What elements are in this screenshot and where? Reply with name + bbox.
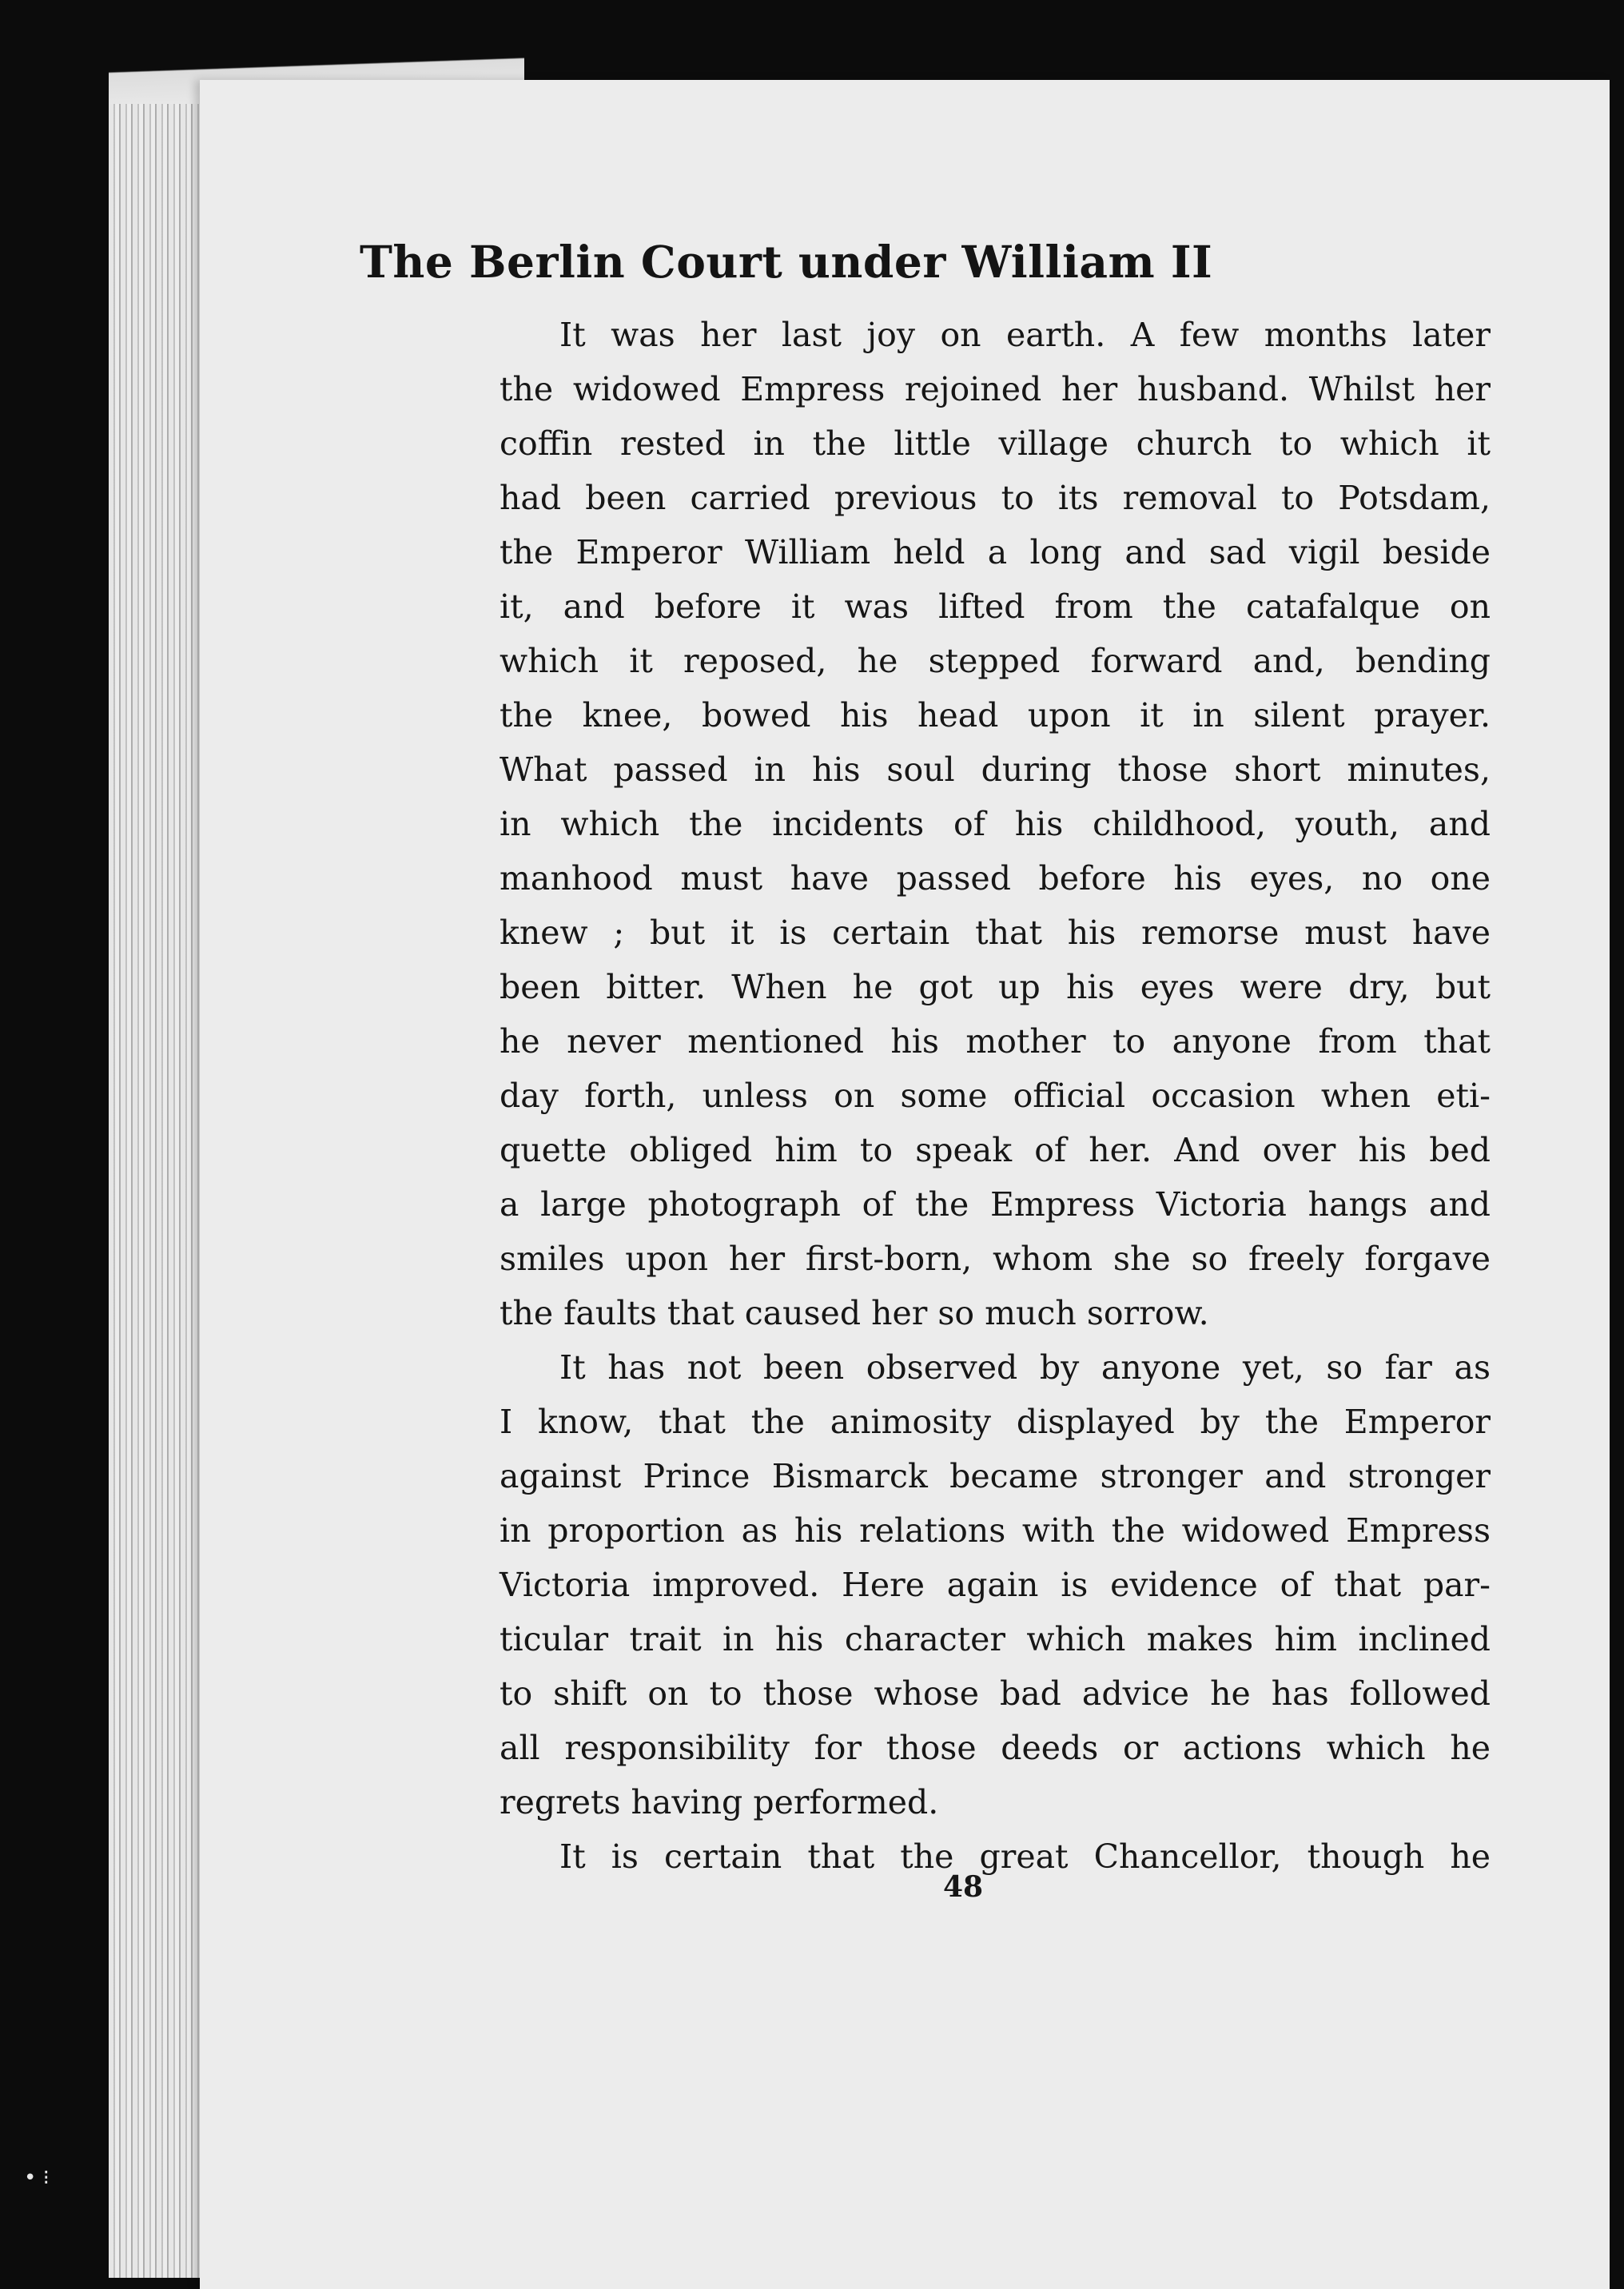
text-line: I know, that the animosity displayed by the Emperor	[500, 1403, 1491, 1441]
page-number: 48	[943, 1870, 984, 1904]
text-line: had been carried previous to its removal to Potsdam,	[500, 479, 1491, 517]
text-line: manhood must have passed before his eyes, no one	[500, 859, 1491, 898]
text-line: It is certain that the great Chancellor, though he	[559, 1837, 1491, 1876]
text-line: quette obliged him to speak of her. And over his bed	[500, 1131, 1491, 1169]
text-line: been bitter. When he got up his eyes were dry, but	[500, 968, 1491, 1006]
text-line: knew ; but it is certain that his remorse must have	[500, 914, 1491, 952]
text-line: the widowed Empress rejoined her husband. Whilst her	[500, 370, 1491, 408]
text-line: day forth, unless on some official occasion when eti-	[500, 1077, 1491, 1115]
text-line: ticular trait in his character which makes him inclined	[500, 1620, 1491, 1658]
text-line: all responsibility for those deeds or actions which he	[500, 1729, 1491, 1767]
text-line: he never mentioned his mother to anyone from that	[500, 1022, 1491, 1061]
text-line: to shift on to those whose bad advice he has followed	[500, 1674, 1491, 1713]
text-line: the knee, bowed his head upon it in silent prayer.	[500, 696, 1491, 734]
scan-border-right	[1610, 0, 1624, 2289]
text-line: the faults that caused her so much sorrow.	[500, 1294, 1209, 1332]
body-text	[500, 308, 1491, 1884]
text-line: It was her last joy on earth. A few months later	[559, 316, 1491, 354]
text-line: regrets having performed.	[500, 1783, 939, 1821]
text-line: It has not been observed by anyone yet, so far as	[559, 1348, 1491, 1387]
text-line: which it reposed, he stepped forward and, bending	[500, 642, 1491, 680]
text-line: in proportion as his relations with the widowed Empress	[500, 1511, 1491, 1550]
text-line: a large photograph of the Empress Victoria hangs and	[500, 1185, 1491, 1224]
text-line: What passed in his soul during those short minutes,	[500, 750, 1491, 789]
text-line: in which the incidents of his childhood, youth, and	[500, 805, 1491, 843]
text-line: smiles upon her first-born, whom she so freely forgave	[500, 1240, 1491, 1278]
text-line: against Prince Bismarck became stronger and stronger	[500, 1457, 1491, 1495]
text-line: Victoria improved. Here again is evidence of that par-	[500, 1566, 1491, 1604]
text-line: the Emperor William held a long and sad vigil beside	[500, 533, 1491, 571]
scan-specks: • ⁝	[24, 2166, 50, 2190]
text-line: coffin rested in the little village church to which it	[500, 424, 1491, 463]
running-head: The Berlin Court under William II	[360, 236, 1213, 288]
text-line: it, and before it was lifted from the catafalque on	[500, 587, 1491, 626]
